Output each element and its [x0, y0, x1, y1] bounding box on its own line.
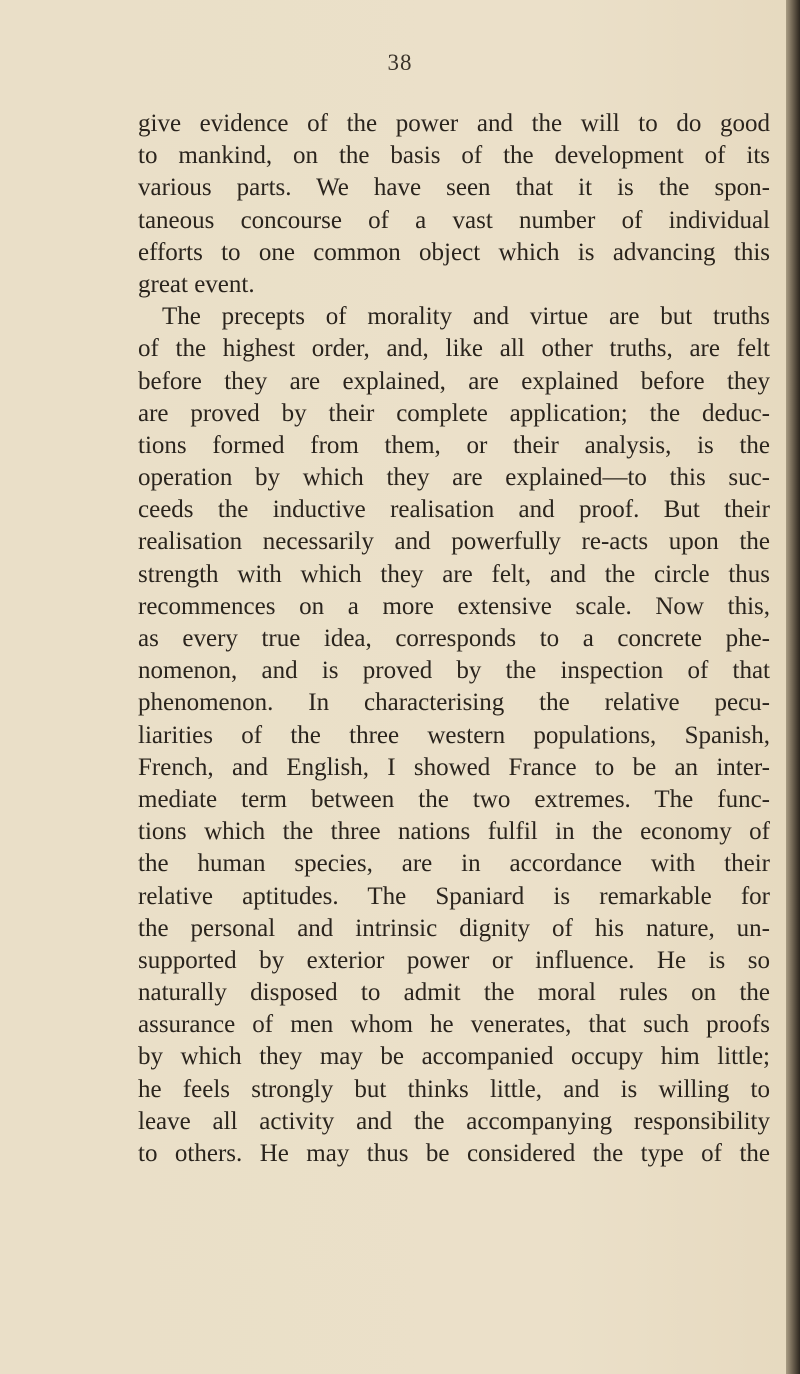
text-line: by which they may be accompanied occupy him little; [138, 1043, 770, 1071]
text-line: relative aptitudes. The Spaniard is remarkable for [138, 882, 770, 910]
text-line: to mankind, on the basis of the development of its [138, 142, 770, 170]
text-line: as every true idea, corresponds to a concrete phe- [138, 625, 770, 652]
text-line: phenomenon. In characterising the relative pecu- [138, 689, 770, 717]
text-line: naturally disposed to admit the moral rules on the [138, 979, 770, 1007]
text-line: of the highest order, and, like all other truths, are felt [138, 335, 770, 363]
text-line: liarities of the three western populations, Spanish, [138, 721, 770, 749]
text-line: are proved by their complete application; the deduc- [138, 399, 770, 427]
text-line: realisation necessarily and powerfully re-acts upon the [138, 528, 770, 556]
text-line: before they are explained, are explained before they [138, 367, 770, 395]
text-line: mediate term between the two extremes. The func- [138, 785, 770, 813]
text-line: recommences on a more extensive scale. Now this, [138, 592, 770, 620]
page-edge-shadow [786, 0, 800, 1374]
text-line: the human species, are in accordance with their [138, 850, 770, 878]
text-line: tions formed from them, or their analysis, is the [138, 431, 770, 459]
text-line: he feels strongly but thinks little, and is willing to [138, 1075, 770, 1103]
text-line: great event. [138, 270, 255, 298]
text-line: various parts. We have seen that it is the spon- [138, 174, 770, 202]
text-line: nomenon, and is proved by the inspection of that [138, 657, 770, 685]
text-line: give evidence of the power and the will to do good [138, 110, 770, 137]
text-line: taneous concourse of a vast number of individual [138, 206, 770, 234]
text-line: the personal and intrinsic dignity of his nature, un- [138, 914, 770, 942]
text-line: supported by exterior power or influence. He is so [138, 946, 770, 974]
text-line: strength with which they are felt, and the circle thus [138, 560, 770, 588]
paragraph-start-line: The precepts of morality and virtue are but truths [162, 303, 770, 331]
text-line: tions which the three nations fulfil in the economy of [138, 818, 770, 846]
text-line: operation by which they are explained—to this suc- [138, 464, 770, 492]
body-text [138, 108, 770, 1170]
text-line: efforts to one common object which is advancing this [138, 238, 770, 266]
text-line: leave all activity and the accompanying responsibility [138, 1107, 770, 1135]
page-number: 38 [387, 50, 413, 75]
text-line: ceeds the inductive realisation and proof. But their [138, 496, 770, 524]
text-line: assurance of men whom he venerates, that such proofs [138, 1011, 770, 1039]
text-line: French, and English, I showed France to be an inter- [138, 753, 770, 781]
text-line: to others. He may thus be considered the type of the [138, 1140, 770, 1167]
